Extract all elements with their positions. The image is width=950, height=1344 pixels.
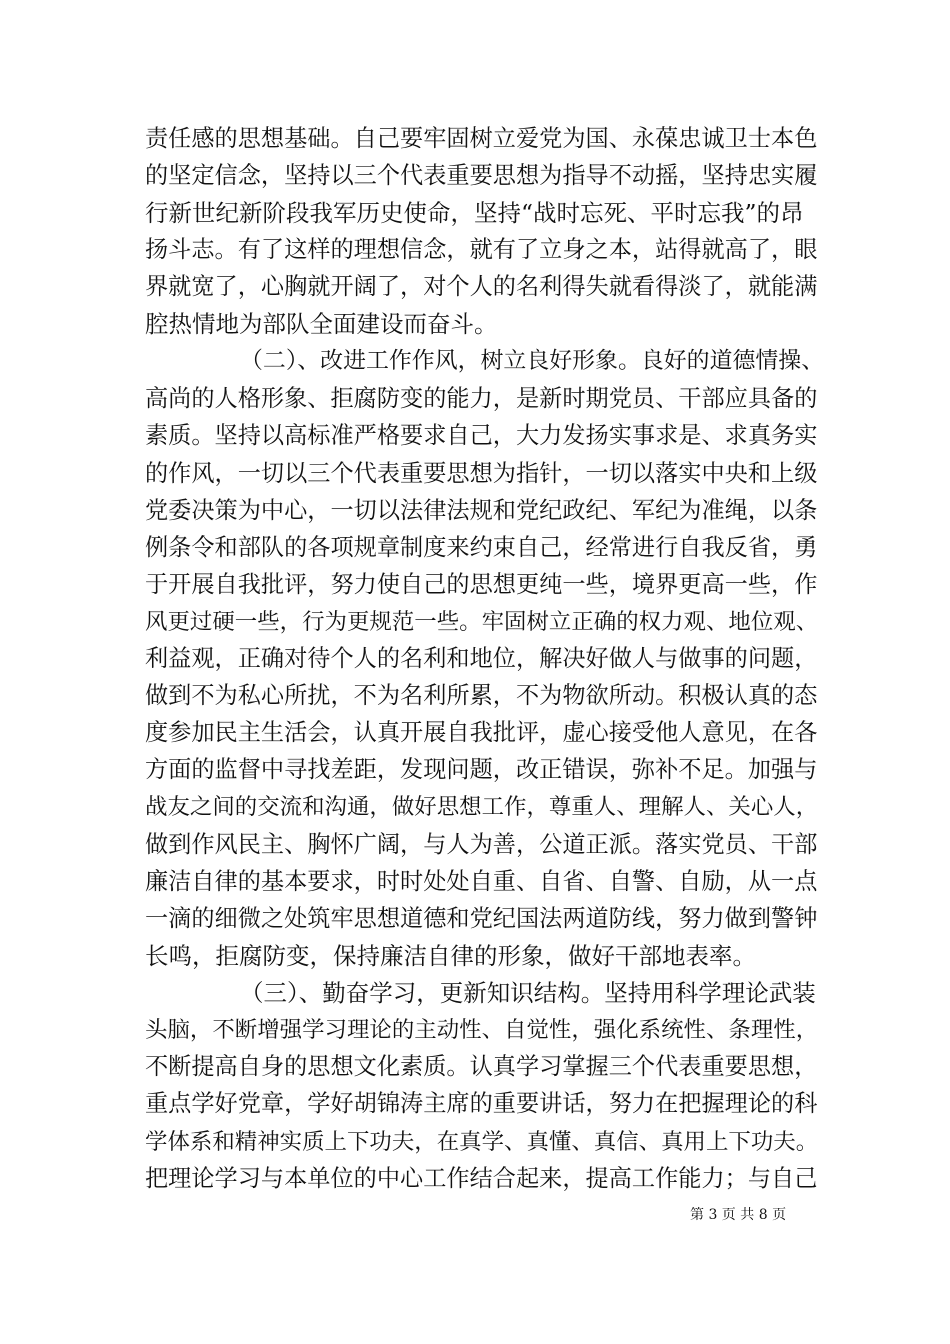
text-line: 素质。坚持以高标准严格要求自己，大力发扬实事求是、求真务实 xyxy=(145,422,818,449)
text-line: 不断提高自身的思想文化素质。认真学习掌握三个代表重要思想， xyxy=(145,1053,818,1080)
text-line: 扬斗志。有了这样的理想信念，就有了立身之本，站得就高了，眼 xyxy=(145,236,818,263)
text-line: 党委决策为中心，一切以法律法规和党纪政纪、军纪为准绳，以条 xyxy=(145,497,818,524)
text-line: 例条令和部队的各项规章制度来约束自己，经常进行自我反省，勇 xyxy=(145,534,818,561)
text-line: 做到不为私心所扰，不为名利所累，不为物欲所动。积极认真的态 xyxy=(145,682,818,709)
text-line: 界就宽了，心胸就开阔了，对个人的名利得失就看得淡了，就能满 xyxy=(145,273,818,300)
text-line: 高尚的人格形象、拒腐防变的能力，是新时期党员、干部应具备的 xyxy=(145,385,818,412)
text-line: 责任感的思想基础。自己要牢固树立爱党为国、永葆忠诚卫士本色 xyxy=(145,125,818,152)
page-number-footer: 第 3 页 共 8 页 xyxy=(690,1207,787,1223)
section-heading-line: （三）、勤奋学习，更新知识结构。坚持用科学理论武装 xyxy=(240,979,816,1007)
text-line: 做到作风民主、胸怀广阔，与人为善，公道正派。落实党员、干部 xyxy=(145,831,818,858)
text-line: 风更过硬一些，行为更规范一些。牢固树立正确的权力观、地位观、 xyxy=(145,609,819,635)
text-line: 重点学好党章，学好胡锦涛主席的重要讲话，努力在把握理论的科 xyxy=(145,1090,818,1117)
text-line: 方面的监督中寻找差距，发现问题，改正错误，弥补不足。加强与 xyxy=(145,756,818,783)
text-line: 腔热情地为部队全面建设而奋斗。 xyxy=(145,310,498,338)
text-line: 行新世纪新阶段我军历史使命，坚持“战时忘死、平时忘我”的昂 xyxy=(145,199,804,227)
text-line: 廉洁自律的基本要求，时时处处自重、自省、自警、自励，从一点 xyxy=(145,868,818,895)
text-line: 头脑，不断增强学习理论的主动性、自觉性，强化系统性、条理性， xyxy=(145,1017,819,1043)
text-line: 把理论学习与本单位的中心工作结合起来，提高工作能力；与自己 xyxy=(145,1165,818,1192)
text-line: 利益观，正确对待个人的名利和地位，解决好做人与做事的问题， xyxy=(145,645,818,672)
section-heading-line: （二）、改进工作作风，树立良好形象。良好的道德情操、 xyxy=(240,348,825,374)
text-line: 学体系和精神实质上下功夫，在真学、真懂、真信、真用上下功夫。 xyxy=(145,1129,819,1155)
text-line: 的作风，一切以三个代表重要思想为指针，一切以落实中央和上级 xyxy=(145,460,818,487)
text-line: 战友之间的交流和沟通，做好思想工作，尊重人、理解人、关心人， xyxy=(145,794,819,820)
text-line: 一滴的细微之处筑牢思想道德和党纪国法两道防线，努力做到警钟 xyxy=(145,905,818,932)
text-line: 于开展自我批评，努力使自己的思想更纯一些，境界更高一些，作 xyxy=(145,571,818,598)
text-line: 长鸣，拒腐防变，保持廉洁自律的形象，做好干部地表率。 xyxy=(145,942,756,970)
text-line: 的坚定信念，坚持以三个代表重要思想为指导不动摇，坚持忠实履 xyxy=(145,162,818,189)
text-line: 度参加民主生活会，认真开展自我批评，虚心接受他人意见，在各 xyxy=(145,719,818,746)
